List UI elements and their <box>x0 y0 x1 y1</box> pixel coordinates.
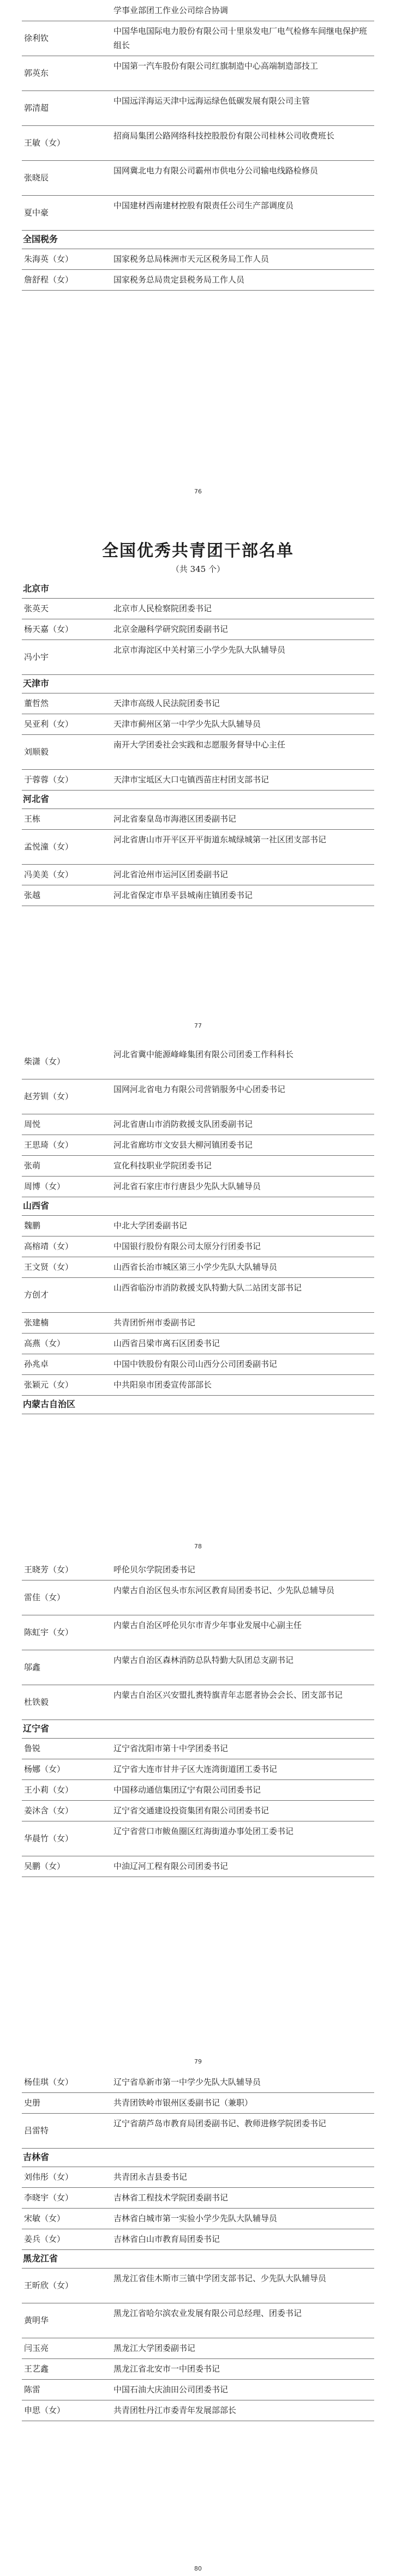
person-position: 国网河北省电力有限公司营销服务中心团委书记 <box>113 1084 286 1094</box>
person-position: 吉林省工程技术学院团委副书记 <box>113 2193 229 2203</box>
person-name: 陈虹宇（女） <box>24 1627 74 1637</box>
person-position: 国家税务总局株洲市天元区税务局工作人员 <box>113 254 269 264</box>
row-divider <box>22 1312 374 1313</box>
person-position: 辽宁省阜新市第一中学少先队大队辅导员 <box>113 2077 261 2087</box>
row-divider <box>22 195 374 196</box>
person-position: 宣化科技职业学院团委书记 <box>113 1161 212 1171</box>
person-name: 王艺鑫 <box>24 2364 49 2374</box>
section-heading: 天津市 <box>23 678 50 689</box>
person-position: 内蒙古自治区包头市东河区教育局团委书记、少先队总辅导员 <box>113 1585 335 1595</box>
person-name: 张英天 <box>24 604 49 613</box>
person-name: 鲁锐 <box>24 1744 41 1753</box>
person-name: 张颖元（女） <box>24 1380 74 1390</box>
person-name: 姜兵（女） <box>24 2234 65 2244</box>
person-name: 王小莉（女） <box>24 1785 74 1795</box>
person-position: 河北省石家庄市行唐县少先队大队辅导员 <box>113 1181 261 1191</box>
person-position: 河北省廊坊市文安县大柳河镇团委书记 <box>113 1140 253 1150</box>
row-divider <box>22 864 374 865</box>
page-2 <box>0 521 396 1033</box>
section-heading: 内蒙古自治区 <box>23 1399 76 1409</box>
person-position: 黑龙江大学团委副书记 <box>113 2343 196 2353</box>
person-position: 山西省吕梁市离石区团委书记 <box>113 1338 220 1348</box>
row-divider <box>22 2249 374 2250</box>
person-position: 河北省保定市阜平县城南庄镇团委书记 <box>113 890 253 900</box>
row-divider <box>22 2148 374 2149</box>
person-position: 河北省唐山市开平区开平街道东城绿城第一社区团支部书记 <box>113 835 327 844</box>
person-name: 吴鹏（女） <box>24 1861 65 1871</box>
person-name: 刘伟彤（女） <box>24 2172 74 2182</box>
person-name: 孙兆卓 <box>24 1359 49 1369</box>
row-divider <box>22 2358 374 2359</box>
row-divider <box>22 674 374 675</box>
row-divider <box>22 1333 374 1334</box>
row-divider <box>22 1800 374 1801</box>
person-name: 冯小宇 <box>24 652 49 662</box>
person-position: 中油辽河工程有限公司团委书记 <box>113 1861 229 1871</box>
row-divider <box>22 2268 374 2269</box>
person-position: 河北省唐山市消防救援支队团委副书记 <box>113 1119 253 1129</box>
person-name: 夏中豪 <box>24 208 49 218</box>
person-name: 王文贤（女） <box>24 1262 74 1272</box>
row-divider <box>22 160 374 161</box>
page-number: 76 <box>194 488 202 495</box>
person-position: 共青团铁岭市银州区委副书记（兼职） <box>113 2098 253 2108</box>
section-heading: 黑龙江省 <box>23 2253 58 2264</box>
person-name: 王栋 <box>24 814 41 824</box>
person-position: 内蒙古自治区兴安盟扎赉特旗青年志愿者协会会长、团支部书记 <box>113 1690 343 1700</box>
row-divider <box>22 1374 374 1375</box>
row-divider <box>22 1215 374 1216</box>
row-divider <box>22 230 374 231</box>
row-divider <box>22 734 374 735</box>
person-name: 郭英东 <box>24 68 49 78</box>
row-divider <box>22 2113 374 2114</box>
section-heading: 北京市 <box>23 583 50 594</box>
person-position: 辽宁省营口市鲅鱼圈区红海街道办事处团工委书记 <box>113 1826 294 1836</box>
person-name: 闫玉亮 <box>24 2343 49 2353</box>
row-divider <box>22 125 374 126</box>
person-name: 杨天嘉（女） <box>24 624 74 634</box>
person-name: 于蓉蓉（女） <box>24 775 74 785</box>
person-name: 张越 <box>24 890 41 900</box>
person-position: 吉林省白山市教育局团委书记 <box>113 2234 220 2244</box>
row-divider <box>22 290 374 291</box>
person-position: 中国石油大庆油田公司团委书记 <box>113 2385 229 2394</box>
row-divider <box>22 2187 374 2188</box>
person-position: 河北省秦皇岛市海港区团委副书记 <box>113 814 237 824</box>
person-name: 魏鹏 <box>24 1221 41 1230</box>
person-position: 共青团永吉县委书记 <box>113 2172 188 2182</box>
person-position: 山西省临汾市消防救援支队特勤大队二站团支部书记 <box>113 1283 302 1293</box>
person-name: 徐利钦 <box>24 33 49 43</box>
person-name: 黄明华 <box>24 2315 49 2325</box>
person-position: 河北省沧州市运河区团委副书记 <box>113 870 229 879</box>
person-name: 王敏（女） <box>24 138 65 148</box>
person-position: 北京市人民检察院团委书记 <box>113 604 212 613</box>
person-position: 辽宁省交通建设投资集团有限公司团委书记 <box>113 1806 269 1815</box>
row-divider <box>22 2208 374 2209</box>
person-position: 国家税务总局贵定县税务局工作人员 <box>113 275 245 285</box>
person-position: 天津市高级人民法院团委书记 <box>113 698 220 708</box>
person-position: 中国银行股份有限公司太原分行团委书记 <box>113 1241 261 1251</box>
page-4 <box>0 1554 396 2066</box>
page-number: 78 <box>194 1543 202 1550</box>
list-subtitle: （共 345 个） <box>171 564 225 574</box>
person-position: 中国远洋海运天津中远海运绿色低碳发展有限公司主管 <box>113 96 310 106</box>
person-position: 辽宁省大连市甘井子区大连湾街道团工委书记 <box>113 1764 278 1774</box>
person-name: 申思（女） <box>24 2405 65 2415</box>
person-name: 陈雷 <box>24 2385 41 2394</box>
row-divider <box>22 790 374 791</box>
person-name: 冯美美（女） <box>24 870 74 879</box>
person-position: 中国华电国际电力股份有限公司十里泉发电厂电气检修车间继电保护班组长 <box>113 26 368 50</box>
person-position: 北京金融科学研究院团委副书记 <box>113 624 229 634</box>
person-name: 周悦 <box>24 1119 41 1129</box>
person-name: 姜沐含（女） <box>24 1806 74 1815</box>
row-divider <box>22 1395 374 1396</box>
page-number: 80 <box>194 2565 202 2572</box>
person-name: 王昕欣（女） <box>24 2281 74 2290</box>
person-name: 刘顺毅 <box>24 747 49 757</box>
row-divider <box>22 269 374 270</box>
person-name: 张建楠 <box>24 1318 49 1328</box>
page-1 <box>0 0 396 502</box>
person-name: 李晓宇（女） <box>24 2193 74 2203</box>
row-divider <box>22 1779 374 1780</box>
row-divider <box>22 2379 374 2380</box>
person-name: 周博（女） <box>24 1181 65 1191</box>
person-name: 邬鑫 <box>24 1662 41 1672</box>
row-divider <box>22 829 374 830</box>
person-name: 张萌 <box>24 1161 41 1171</box>
person-name: 华晨竹（女） <box>24 1833 74 1843</box>
section-heading: 山西省 <box>23 1200 50 1211</box>
person-position: 内蒙古自治区呼伦贝尔市青少年事业发展中心副主任 <box>113 1620 302 1630</box>
person-position: 山西省长治市城区第三小学少先队大队辅导员 <box>113 1262 278 1272</box>
person-name: 史册 <box>24 2098 41 2108</box>
page-number: 79 <box>194 2058 202 2065</box>
section-heading: 河北省 <box>23 794 50 804</box>
person-name: 王晓芳（女） <box>24 1565 74 1574</box>
person-position: 中国建材西南建材控股有限责任公司生产部调度员 <box>113 201 294 210</box>
person-position: 内蒙古自治区森林消防总队特勤大队团总支副书记 <box>113 1655 294 1665</box>
person-name: 雷佳（女） <box>24 1592 65 1602</box>
person-name: 杨佳琪（女） <box>24 2077 74 2087</box>
person-name: 杜铁毅 <box>24 1697 49 1707</box>
row-divider <box>22 2092 374 2093</box>
row-divider <box>22 598 374 599</box>
list-title: 全国优秀共青团干部名单 <box>102 541 294 560</box>
person-name: 朱海英（女） <box>24 254 74 264</box>
person-position: 中国中铁股份有限公司山西分公司团委副书记 <box>113 1359 278 1369</box>
person-name: 董哲然 <box>24 698 49 708</box>
row-divider <box>22 1176 374 1177</box>
person-name: 宋敏（女） <box>24 2213 65 2223</box>
person-name: 郭清超 <box>24 103 49 113</box>
section-heading: 吉林省 <box>23 2152 50 2162</box>
person-position: 北京市海淀区中关村第三小学少先队大队辅导员 <box>113 645 286 655</box>
person-name: 孟悦潼（女） <box>24 842 74 852</box>
person-name: 方创才 <box>24 1290 49 1300</box>
person-position: 中国第一汽车股份有限公司红旗制造中心高端制造部技工 <box>113 61 319 71</box>
person-name: 高榕靖（女） <box>24 1241 74 1251</box>
section-heading: 全国税务 <box>23 234 58 244</box>
person-position: 河北省冀中能源峰峰集团有限公司团委工作科科长 <box>113 1049 294 1059</box>
row-divider <box>22 769 374 770</box>
person-position: 呼伦贝尔学院团委书记 <box>113 1565 196 1574</box>
person-position: 中国移动通信集团辽宁有限公司团委书记 <box>113 1785 261 1795</box>
person-position: 中共阳泉市团委宣传部部长 <box>113 1380 212 1390</box>
person-name: 柴潇（女） <box>24 1057 65 1066</box>
person-name: 张晓辰 <box>24 173 49 183</box>
person-name: 吕雷特 <box>24 2126 49 2135</box>
person-position: 黑龙江省哈尔滨农业发展有限公司总经理、团委书记 <box>113 2308 302 2318</box>
section-heading: 辽宁省 <box>23 1723 50 1734</box>
person-position: 黑龙江省北安市一中团委书记 <box>113 2364 220 2374</box>
person-name: 王思琦（女） <box>24 1140 74 1150</box>
page-number: 77 <box>194 1022 202 1029</box>
row-divider <box>22 1155 374 1156</box>
person-position: 天津市宝坻区大口屯镇西苗庄村团支部书记 <box>113 775 269 785</box>
row-divider <box>22 1738 374 1739</box>
person-position: 辽宁省葫芦岛市教育局团委副书记、教师进修学院团委书记 <box>113 2119 327 2128</box>
person-position: 共青团忻州市委副书记 <box>113 1318 196 1328</box>
person-name: 赵芳钏（女） <box>24 1091 74 1101</box>
person-position: 南开大学团委社会实践和志愿服务督导中心主任 <box>113 740 286 750</box>
person-position: 国网冀北电力有限公司霸州市供电分公司输电线路检修员 <box>113 166 319 176</box>
person-position: 天津市蓟州区第一中学少先队大队辅导员 <box>113 719 261 729</box>
row-divider <box>22 1277 374 1278</box>
person-position: 学事业部团工作业公司综合协调 <box>113 5 229 15</box>
person-name: 杨娜（女） <box>24 1764 65 1774</box>
person-position: 吉林省白城市第一实验小学少先队大队辅导员 <box>113 2213 278 2223</box>
person-position: 中北大学团委副书记 <box>113 1221 188 1230</box>
person-position: 黑龙江省佳木斯市三镇中学团支部书记、少先队大队辅导员 <box>113 2273 327 2283</box>
page-3 <box>0 1039 396 1551</box>
person-position: 共青团牡丹江市委青年发展部部长 <box>113 2405 237 2415</box>
person-position: 招商局集团公路网络科技控股股份有限公司桂林公司收费班长 <box>113 131 335 141</box>
person-position: 辽宁省沈阳市第十中学团委书记 <box>113 1744 229 1753</box>
person-name: 吴亚利（女） <box>24 719 74 729</box>
page-5 <box>0 2066 396 2576</box>
person-name: 高燕（女） <box>24 1338 65 1348</box>
person-name: 詹舒程（女） <box>24 275 74 285</box>
